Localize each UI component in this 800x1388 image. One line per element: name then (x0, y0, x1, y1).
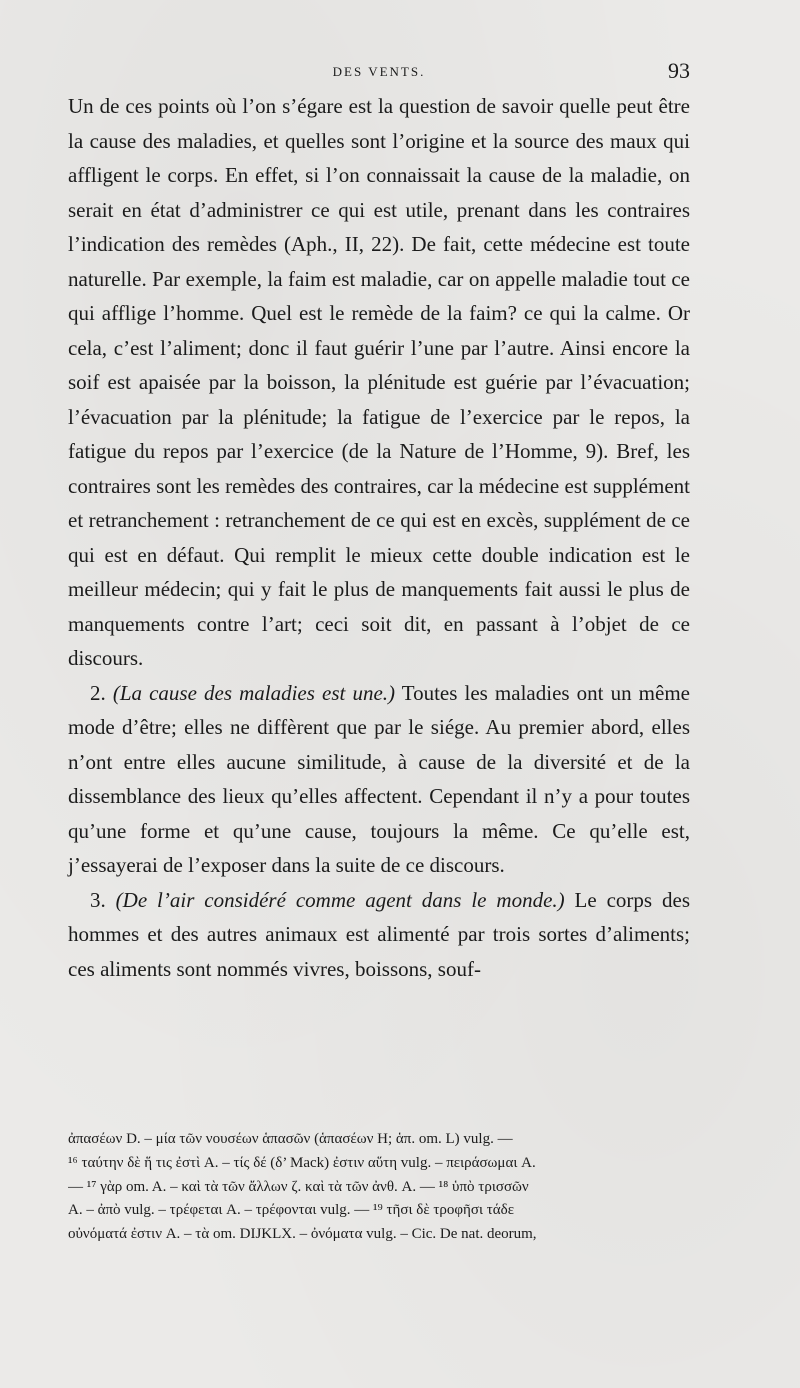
paragraph-3-number: 3. (90, 887, 106, 912)
paragraph-2 (68, 676, 690, 883)
running-title: DES VENTS. (332, 64, 426, 79)
paragraph-3-text: Le corps des hommes et des autres animaux est alimenté par trois sortes d’aliments; ces aliments sont nommés vivres, boissons, souf- (68, 887, 690, 981)
paragraph-1-text: Un de ces points où l’on s’égare est la question de savoir quelle peut être la cause des maladies, et quelles sont l’origine et la source des maux qui affligent le corps. En effet, si l’on connaissait la cause de la maladie, on serait en état d’administrer ce qui est utile, prenant dans les contraires l’indication des remèdes (Aph., II, 22). De fait, cette médecine est toute naturelle. Par exemple, la faim est maladie, car on appelle maladie tout ce qui afflige l’homme. Quel est le remède de la faim? ce qui la calme. Or cela, c’est l’aliment; donc il faut guérir l’une par l’autre. Ainsi encore la soif est apaisée par la boisson, la plénitude est guérie par l’évacuation; l’évacuation par la plénitude; la fatigue de l’exercice par le repos, la fatigue du repos par l’exercice (de la Nature de l’Homme, 9). Bref, les contraires sont les remèdes des contraires, car la médecine est supplément et retranchement : retranchement de ce qui est en excès, supplément de ce qui est en défaut. Qui remplit le mieux cette double indication est le meilleur médecin; qui y fait le plus de manquements fait aussi le plus de manquements contre l’art; ceci soit dit, en passant à l’objet de ce discours. (68, 94, 690, 670)
body-text (68, 89, 690, 986)
paragraph-2-text: Toutes les maladies ont un même mode d’être; elles ne diffèrent que par le siége. Au premier abord, elles n’ont entre elles aucune similitude, à cause de la diversité et de la dissemblance des lieux qu’elles affectent. Cependant il n’y a pour toutes qu’une forme et qu’une cause, toujours la même. Ce qu’elle est, j’essayerai de l’exposer dans la suite de ce discours. (68, 680, 690, 877)
footnote-line: οὐνόματά ἐστιν A. – τὰ om. DIJKLX. – ὀνόματα vulg. – Cic. De nat. deorum, (68, 1226, 537, 1243)
paragraph-3-heading: (De l’air considéré comme agent dans le monde.) (115, 887, 565, 912)
footnote-line: ¹⁶ ταύτην δὲ ἥ τις ἐστὶ A. – τίς δέ (δ’ Mack) ἐστιν αὕτη vulg. – πειράσωμαι A. (68, 1154, 536, 1171)
page-number: 93 (668, 58, 690, 83)
paragraph-2-number: 2. (90, 680, 106, 705)
footnote-line: ἀπασέων D. – μία τῶν νουσέων ἁπασῶν (ἁπασέων H; ἁπ. om. L) vulg. — (68, 1131, 513, 1147)
running-head (68, 58, 690, 88)
paragraph-2-heading: (La cause des maladies est une.) (112, 680, 396, 705)
footnotes (68, 1128, 690, 1247)
footnote-line: A. – ἀπὸ vulg. – τρέφεται A. – τρέφονται vulg. — ¹⁹ τῆσι δὲ τροφῆσι τάδε (68, 1202, 515, 1219)
paragraph-3 (68, 883, 690, 987)
paragraph-1 (68, 89, 690, 676)
footnote-line: — ¹⁷ γὰρ om. A. – καὶ τὰ τῶν ἄλλων ζ. καὶ τὰ τῶν ἀνθ. A. — ¹⁸ ὑπὸ τρισσῶν (68, 1178, 529, 1195)
